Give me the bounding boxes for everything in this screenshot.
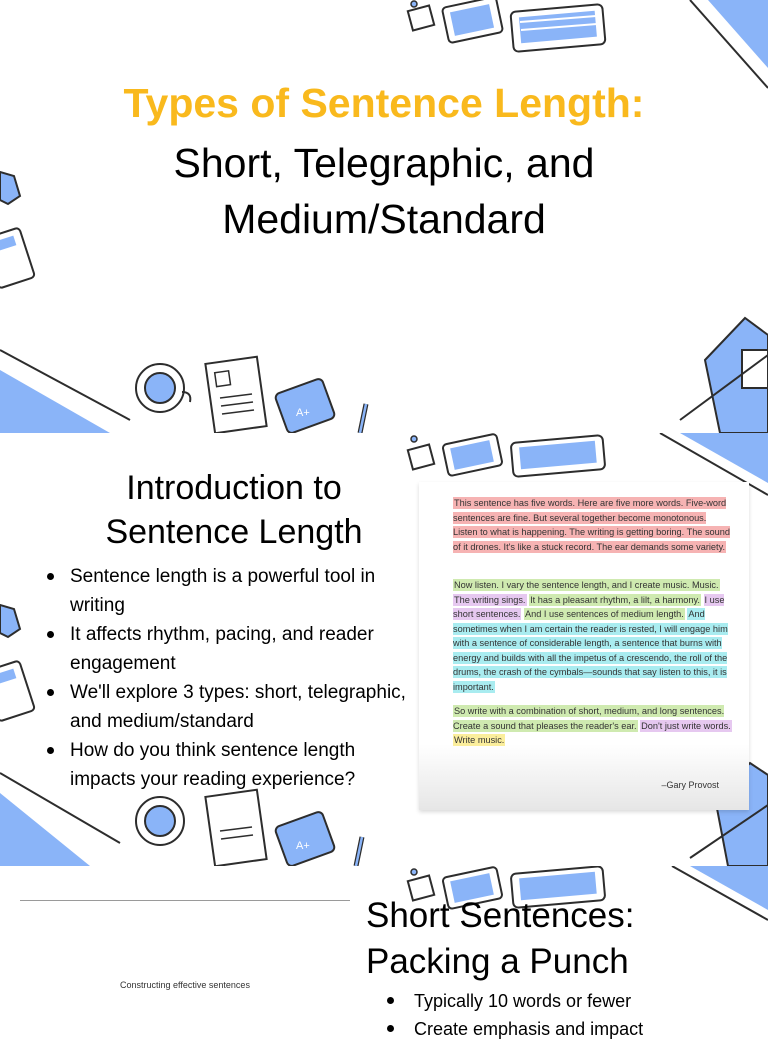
blue-stripe-top-right	[708, 0, 768, 68]
slide-title-line-2: Short, Telegraphic, and	[173, 140, 595, 186]
quote-author: –Gary Provost	[661, 780, 719, 790]
quote-text: It has a pleasant rhythm, a lilt, a harmony.	[530, 594, 700, 605]
sticky-note-icon	[408, 436, 434, 470]
phone-icon	[274, 378, 335, 433]
calculator-icon	[0, 660, 35, 721]
stapler-icon	[0, 605, 20, 637]
video-thumbnail	[20, 900, 350, 1025]
slide-title	[0, 0, 768, 433]
keyboard-icon	[510, 4, 605, 52]
bullet-item: It affects rhythm, pacing, and reader engagement	[44, 620, 416, 678]
keyboard-icon	[511, 435, 606, 477]
intro-bullet-list	[44, 562, 416, 794]
quote-paragraph-2	[453, 578, 733, 694]
quote-paragraph-3	[453, 704, 733, 748]
short-sentences-title: Short Sentences: Packing a Punch	[366, 896, 635, 981]
svg-text:A+: A+	[296, 407, 310, 419]
quote-image	[419, 482, 749, 810]
bullet-item: Typically 10 words or fewer	[384, 987, 764, 1015]
pencil-icon	[356, 837, 362, 866]
tablet-icon	[442, 0, 503, 43]
quote-paragraph-1	[453, 496, 733, 554]
notebook-icon	[680, 318, 768, 433]
document-icon	[205, 357, 266, 433]
quote-text-five-word: This sentence has five words. Here are five more words. Five-word sentences are fine. But several together become monotonous. Listen to what is happening. The writing is getting boring. The sound of it drones. It's like a stuck record. The ear demands some variety.	[453, 498, 730, 552]
quote-text: Don't just write words.	[641, 720, 731, 731]
svg-text:A+: A+	[296, 840, 310, 852]
quote-text: And sometimes when I am certain the reader is rested, I will engage him with a sentence of considerable length, a sentence that burns with energy and builds with all the impetus of a crescendo, the roll of the drums, the crash of the cymbals—sounds that say listen to this, it is important.	[453, 609, 728, 692]
sticky-note-icon	[408, 1, 434, 31]
bullet-item: How do you think sentence length impacts your reading experience?	[44, 736, 416, 794]
slide-title-line-3: Medium/Standard	[222, 196, 546, 242]
quote-text: The writing sings.	[454, 594, 526, 605]
quote-text: Write music.	[454, 735, 505, 745]
bullet-item: We'll explore 3 types: short, telegraphic, and medium/standard	[44, 678, 416, 736]
phone-icon	[274, 811, 335, 866]
document-icon	[205, 790, 266, 866]
quote-text: I use short sentences.	[453, 594, 725, 619]
quote-text: And I use sentences of medium length.	[524, 609, 684, 619]
tablet-icon	[442, 434, 502, 477]
pencil-icon	[360, 404, 366, 433]
bullet-item: Create emphasis and impact	[384, 1015, 764, 1043]
short-sentences-bullet-list	[384, 987, 764, 1043]
coffee-cup-icon	[136, 797, 184, 845]
bullet-item: Sentence length is a powerful tool in writing	[44, 562, 416, 620]
coffee-cup-icon	[136, 364, 190, 412]
quote-text: So write with a combination of short, medium, and long sentences. Create a sound that pleases the reader's ear.	[453, 706, 725, 731]
intro-title: Introduction to Sentence Length	[105, 469, 363, 551]
blue-stripe-top-right	[680, 433, 768, 483]
slide-title-highlight: Types of Sentence Length:	[123, 80, 645, 126]
blue-stripe-bottom-left	[0, 793, 90, 866]
quote-text: Now listen. I vary the sentence length, and I create music. Music.	[454, 580, 719, 590]
thumbnail-caption: Constructing effective sentences	[120, 980, 250, 990]
